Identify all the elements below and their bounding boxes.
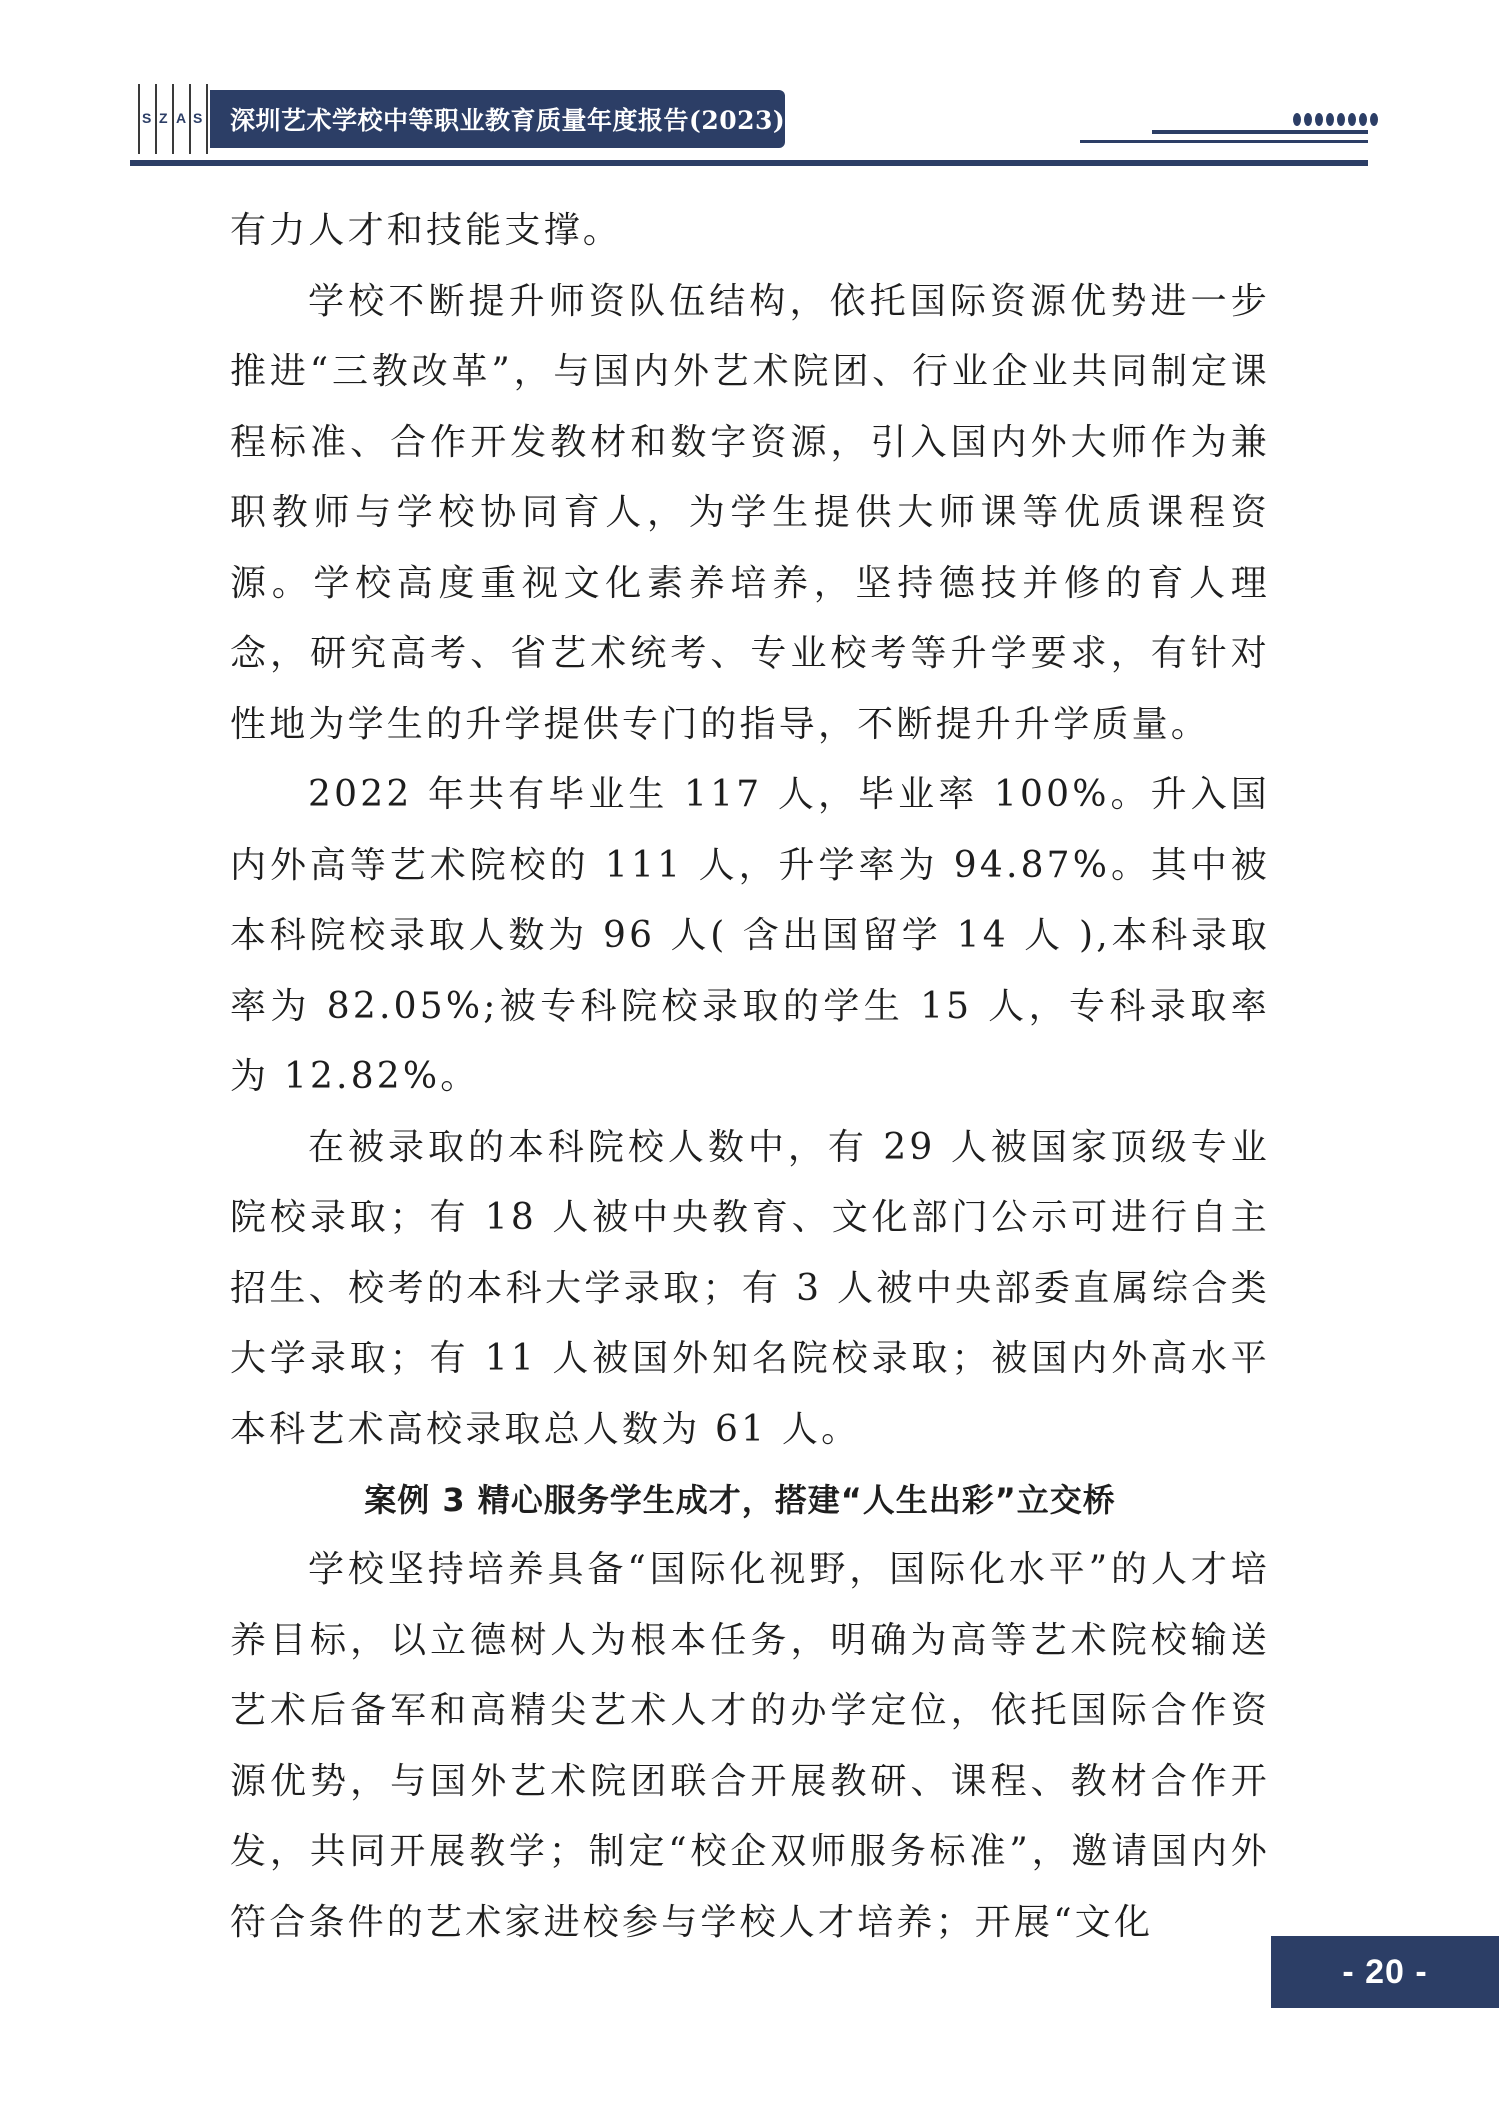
page-content bbox=[230, 196, 1270, 1958]
logo-letter: Z bbox=[159, 110, 168, 126]
logo-letter: S bbox=[142, 110, 152, 126]
paragraph-faculty: 学校不断提升师资队伍结构，依托国际资源优势进一步推进“三教改革”，与国内外艺术院团、行业企业共同制定课程标准、合作开发教材和数字资源，引入国内外大师作为兼职教师与学校协同育人，为学生提供大师课等优质课程资源。学校高度重视文化素养培养，坚持德技并修的育人理念，研究高考、省艺术统考、专业校考等升学要求，有针对性地为学生的升学提供专门的指导，不断提升升学质量。 bbox=[230, 280, 1270, 745]
header-rule bbox=[130, 160, 1368, 166]
header-banner bbox=[210, 90, 785, 148]
logo-letter: S bbox=[193, 110, 203, 126]
report-title: 深圳艺术学校中等职业教育质量年度报告(2023) bbox=[230, 106, 786, 135]
school-logo bbox=[138, 84, 208, 154]
case-paragraph: 学校坚持培养具备“国际化视野，国际化水平”的人才培养目标，以立德树人为根本任务，明确为高等艺术院校输送艺术后备军和高精尖艺术人才的办学定位，依托国际合作资源优势，与国外艺术院团联合开展教研、课程、教材合作开发，共同开展教学；制定“校企双师服务标准”，邀请国内外符合条件的艺术家进校参与学校人才培养；开展“文化 bbox=[230, 1549, 1270, 1943]
page-number: - 20 - bbox=[1342, 1952, 1428, 1991]
paragraph-continuation: 有力人才和技能支撑。 bbox=[230, 210, 623, 251]
case-title: 案例 3 精心服务学生成才，搭建“人生出彩”立交桥 bbox=[364, 1481, 1116, 1519]
page-number-box bbox=[1271, 1936, 1499, 2008]
paragraph-admissions: 在被录取的本科院校人数中，有 29 人被国家顶级专业院校录取；有 18 人被中央教育、文化部门公示可进行自主招生、校考的本科大学录取；有 3 人被中央部委直属综合类大学录取；有 11 人被国外知名院校录取；被国内外高水平本科艺术高校录取总人数为 61 人。 bbox=[230, 1126, 1270, 1450]
decorative-dots bbox=[1293, 113, 1378, 126]
header-rule-short bbox=[1152, 130, 1368, 134]
logo-letter: A bbox=[176, 110, 187, 126]
header-rule-mid bbox=[1080, 140, 1368, 143]
paragraph-graduates: 2022 年共有毕业生 117 人，毕业率 100%。升入国内外高等艺术院校的 111 人，升学率为 94.87%。其中被本科院校录取人数为 96 人( 含出国留学 14 人 ),本科录取率为 82.05%;被专科院校录取的学生 15 人，专科录取率为 12.82%。 bbox=[230, 774, 1270, 1097]
